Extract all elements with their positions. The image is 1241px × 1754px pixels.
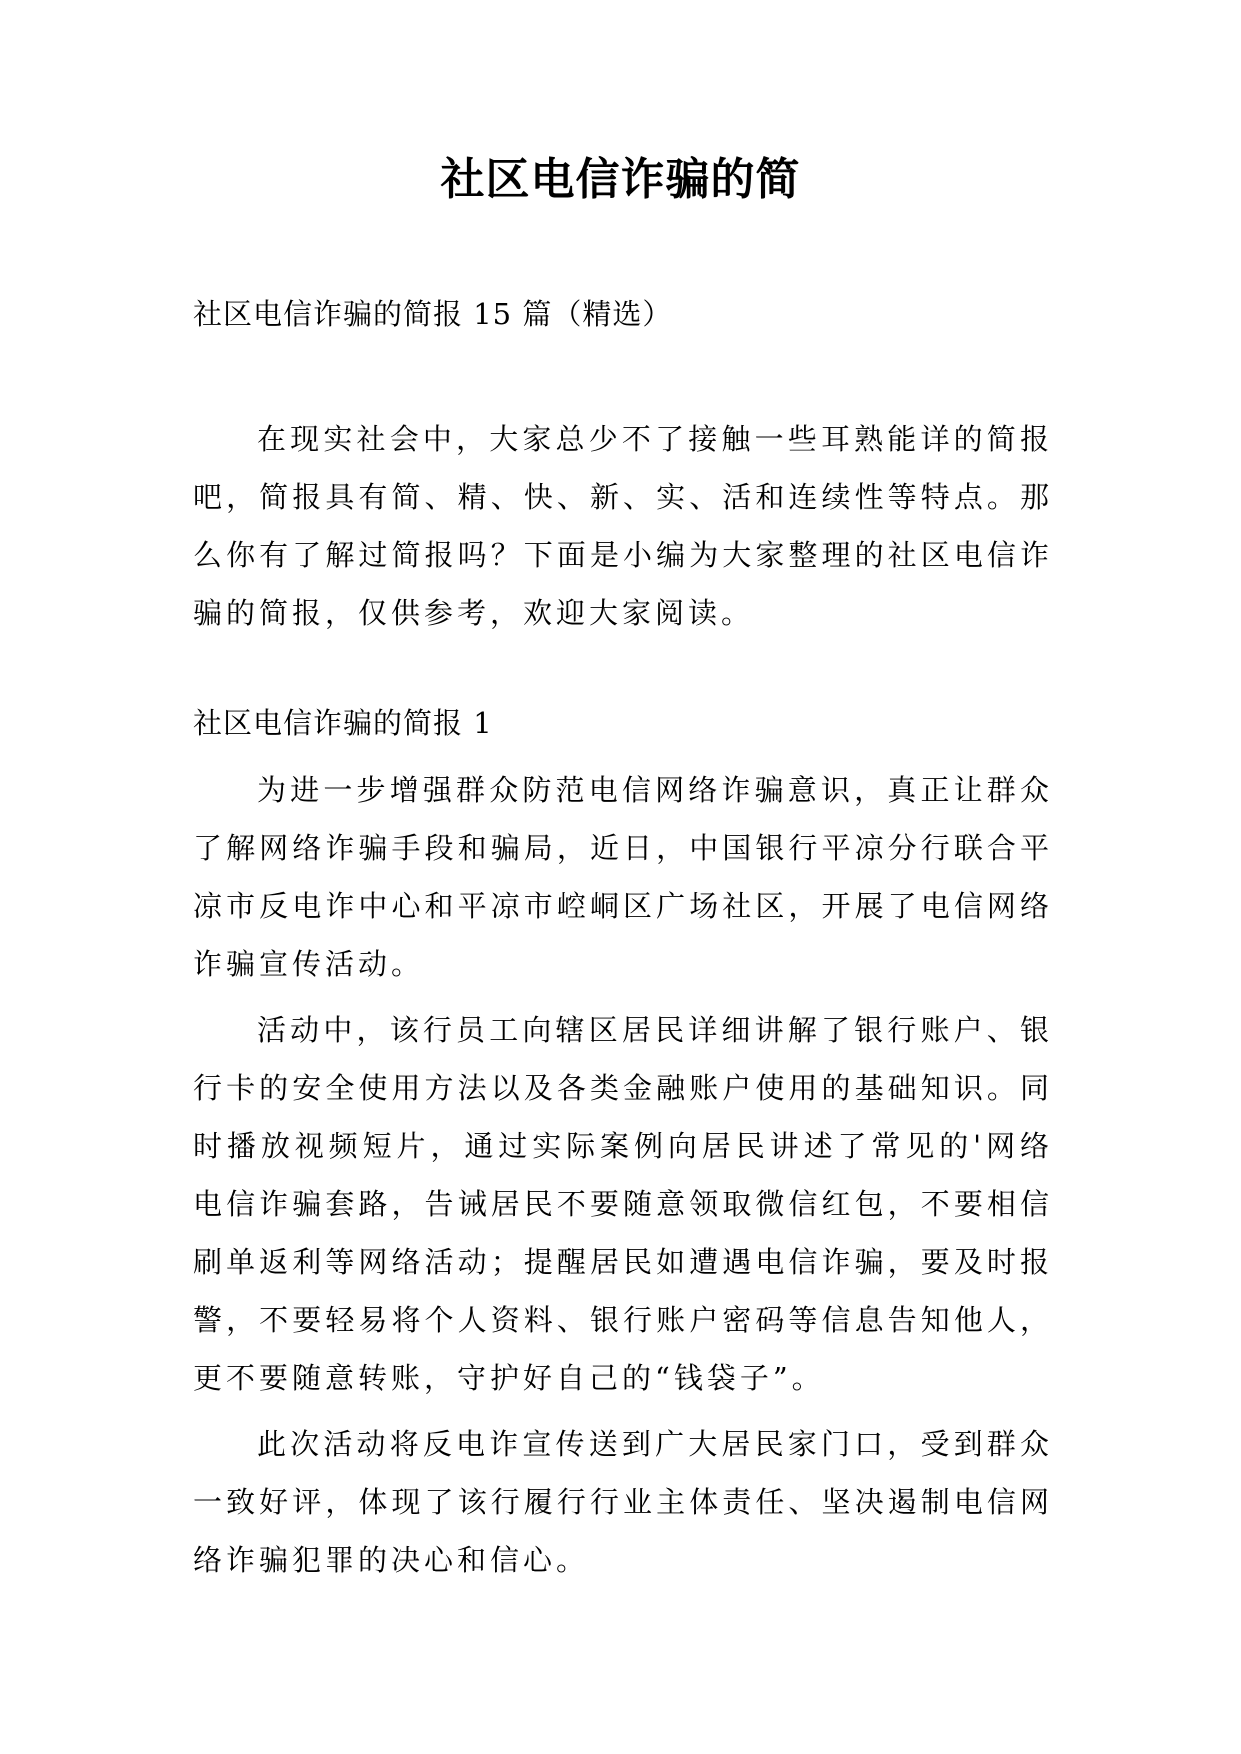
section-1: [193, 703, 1053, 1597]
document-subtitle: 社区电信诈骗的简报 15 篇（精选）: [193, 297, 673, 331]
body-paragraph-1: 为进一步增强群众防范电信网络诈骗意识，真正让群众了解网络诈骗手段和骗局，近日，中国银行平凉分行联合平凉市反电诈中心和平凉市崆峒区广场社区，开展了电信网络诈骗宣传活动。: [193, 773, 1053, 981]
section-heading: 社区电信诈骗的简报 1: [193, 706, 493, 740]
body-paragraph-2: 活动中，该行员工向辖区居民详细讲解了银行账户、银行卡的安全使用方法以及各类金融账户使用的基础知识。同时播放视频短片，通过实际案例向居民讲述了常见的'网络电信诈骗套路，告诫居民不要随意领取微信红包，不要相信刷单返利等网络活动；提醒居民如遭遇电信诈骗，要及时报警，不要轻易将个人资料、银行账户密码等信息告知他人，更不要随意转账，守护好自己的“钱袋子”。: [193, 1013, 1053, 1395]
document-title: 社区电信诈骗的简: [440, 154, 801, 205]
intro-paragraph: 在现实社会中，大家总少不了接触一些耳熟能详的简报吧，简报具有简、精、快、新、实、活和连续性等特点。那么你有了解过简报吗？下面是小编为大家整理的社区电信诈骗的简报，仅供参考，欢迎大家阅读。: [193, 422, 1053, 630]
body-paragraph-3: 此次活动将反电诈宣传送到广大居民家门口，受到群众一致好评，体现了该行履行行业主体责任、坚决遏制电信网络诈骗犯罪的决心和信心。: [193, 1427, 1053, 1577]
